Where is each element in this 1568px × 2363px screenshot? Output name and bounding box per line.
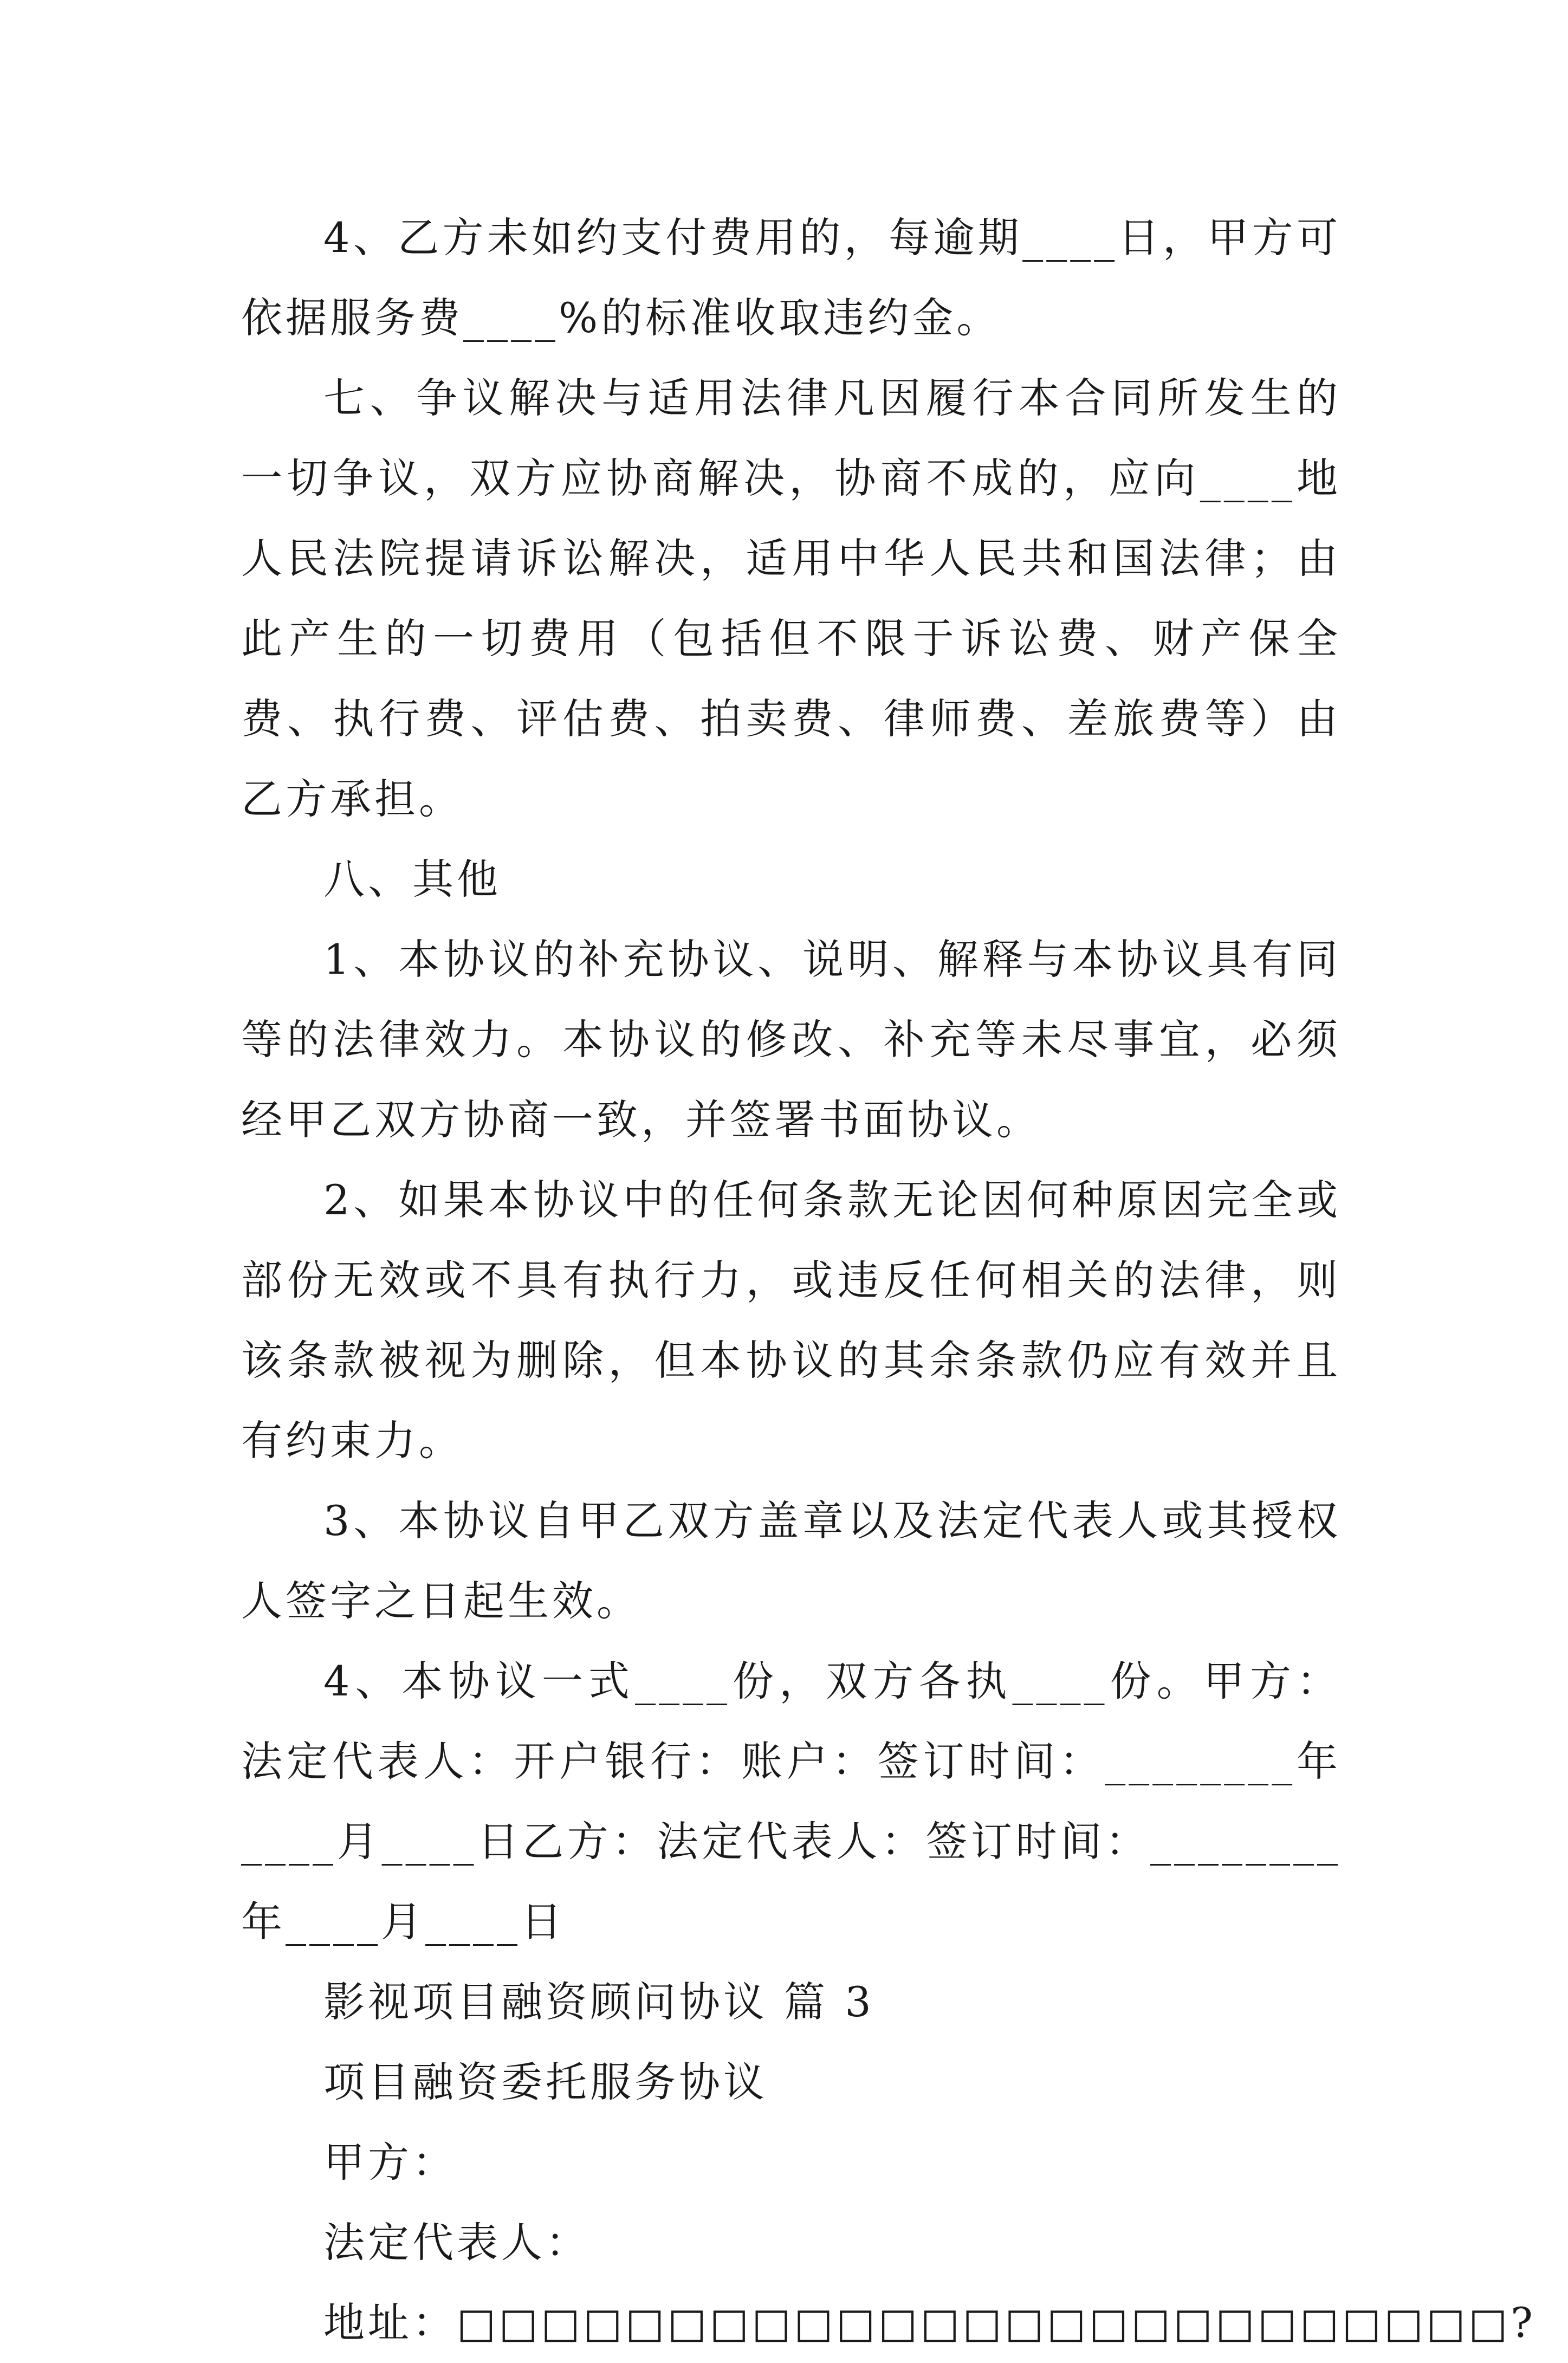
clause-effective-date: 3、本协议自甲乙双方盖章以及法定代表人或其授权人签字之日起生效。 (241, 1497, 1341, 1625)
party-a-label: 甲方： (323, 2138, 457, 2186)
section-heading-other: 八、其他 (323, 855, 501, 903)
address-line: 地址：□□□□□□□□□□□□□□□□□□□□□□□□□? (323, 2299, 1536, 2347)
legal-rep-label: 法定代表人： (323, 2218, 590, 2267)
clause-late-payment: 4、乙方未如约支付费用的，每逾期____日，甲方可依据服务费____%的标准收取违约金。 (241, 213, 1341, 342)
clause-severability: 2、如果本协议中的任何条款无论因何种原因完全或部份无效或不具有执行力，或违反任何相关的法律，则该条款被视为删除，但本协议的其余条款仍应有效并且有约束力。 (241, 1176, 1341, 1465)
agreement-title: 项目融资委托服务协议 (323, 2058, 768, 2106)
clause-supplementary: 1、本协议的补充协议、说明、解释与本协议具有同等的法律效力。本协议的修改、补充等未尽事宜，必须经甲乙双方协商一致，并签署书面协议。 (241, 935, 1341, 1144)
clause-dispute-resolution: 七、争议解决与适用法律凡因履行本合同所发生的一切争议，双方应协商解决，协商不成的，应向____地人民法院提请诉讼解决，适用中华人民共和国法律；由此产生的一切费用（包括但不限于诉讼费、财产保全费、执行费、评估费、拍卖费、律师费、差旅费等）由乙方承担。 (241, 374, 1341, 823)
document-body (241, 198, 1536, 2363)
section-title: 影视项目融资顾问协议 篇 3 (323, 1978, 874, 2026)
clause-copies-signatures: 4、本协议一式____份，双方各执____份。甲方：法定代表人：开户银行：账户：签订时间：________年____月____日乙方：法定代表人：签订时间：________年____月____日 (241, 1657, 1341, 1946)
